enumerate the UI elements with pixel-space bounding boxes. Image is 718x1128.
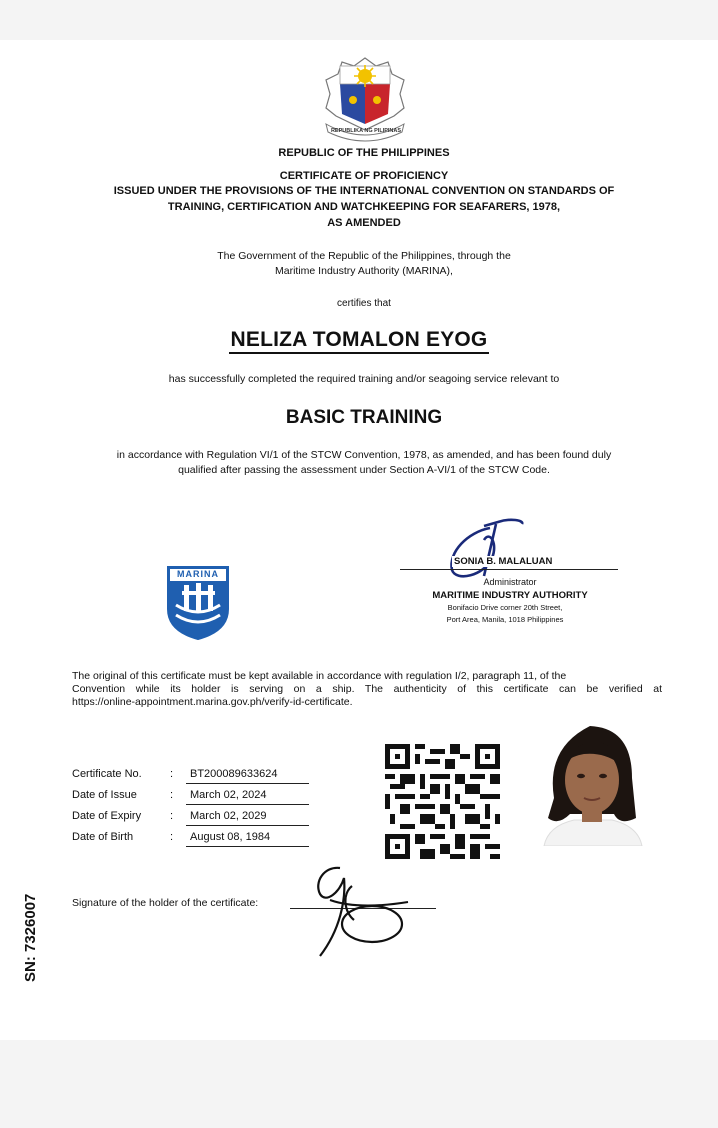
republic-title: REPUBLIC OF THE PHILIPPINES <box>278 147 450 159</box>
notice-paragraph <box>72 670 662 709</box>
notice-line-2: Convention while its holder is serving on a ship. The authenticity of this certificate can be verified at <box>72 683 662 695</box>
date-of-expiry-label: Date of Expiry <box>72 810 142 822</box>
signatory-title: Administrator <box>483 577 537 587</box>
certificate-number-row: Certificate No. : BT200089633624 <box>72 766 312 786</box>
date-of-issue-label: Date of Issue <box>72 789 137 801</box>
seal-ribbon-text: REPUBLIKA NG PILIPINAS <box>330 128 402 134</box>
serial-number: SN: 7326007 <box>22 893 39 982</box>
course-title: BASIC TRAINING <box>285 407 443 428</box>
notice-line-1: The original of this certificate must be kept available in accordance with regulation I/2, paragraph 11, of the <box>72 670 567 682</box>
signatory-name: SONIA B. MALALUAN <box>454 556 553 567</box>
date-of-birth-label: Date of Birth <box>72 831 134 843</box>
issued-line-3: AS AMENDED <box>327 217 401 229</box>
date-of-issue-row: Date of Issue : March 02, 2024 <box>72 787 312 807</box>
qr-code-icon <box>385 744 500 859</box>
marina-logo <box>166 565 230 641</box>
date-of-expiry-row: Date of Expiry : March 02, 2029 <box>72 808 312 828</box>
date-of-expiry-value: March 02, 2029 <box>190 810 267 822</box>
accordance-line-2: qualified after passing the assessment under Section A-VI/1 of the STCW Code. <box>178 464 550 476</box>
accordance-line-1: in accordance with Regulation VI/1 of the STCW Convention, 1978, as amended, and has been found duly <box>116 449 612 461</box>
holder-name-wrap <box>0 328 718 352</box>
issued-line-1: ISSUED UNDER THE PROVISIONS OF THE INTERNATIONAL CONVENTION ON STANDARDS OF <box>113 185 615 197</box>
marina-logo-text: MARINA <box>177 569 219 579</box>
holder-name: NELIZA TOMALON EYOG <box>229 328 490 354</box>
holder-signature-icon <box>300 860 410 960</box>
administrator-signature-icon <box>440 518 530 582</box>
date-of-birth-value: August 08, 1984 <box>190 831 271 843</box>
date-of-issue-value: March 02, 2024 <box>190 789 267 801</box>
government-line-1: The Government of the Republic of the Philippines, through the <box>217 250 511 262</box>
certificate-number-label: Certificate No. <box>72 768 142 780</box>
holder-photo <box>524 718 662 846</box>
agency-address-2: Port Area, Manila, 1018 Philippines <box>446 615 564 624</box>
notice-line-3: https://online-appointment.marina.gov.ph/verify-id-certificate. <box>72 696 353 708</box>
completed-text: has successfully completed the required training and/or seagoing service relevant to <box>168 373 560 385</box>
certifies-text: certifies that <box>337 298 391 309</box>
certificate-number-value: BT200089633624 <box>190 768 278 780</box>
agency-name: MARITIME INDUSTRY AUTHORITY <box>432 590 588 601</box>
date-of-birth-row: Date of Birth : August 08, 1984 <box>72 829 312 849</box>
government-line-2: Maritime Industry Authority (MARINA), <box>275 265 453 277</box>
certificate-type: CERTIFICATE OF PROFICIENCY <box>279 170 449 182</box>
agency-address-1: Bonifacio Drive corner 20th Street, <box>447 603 563 612</box>
issued-line-2: TRAINING, CERTIFICATION AND WATCHKEEPING FOR SEAFARERS, 1978, <box>167 201 561 213</box>
holder-signature-label: Signature of the holder of the certificate: <box>72 897 259 909</box>
